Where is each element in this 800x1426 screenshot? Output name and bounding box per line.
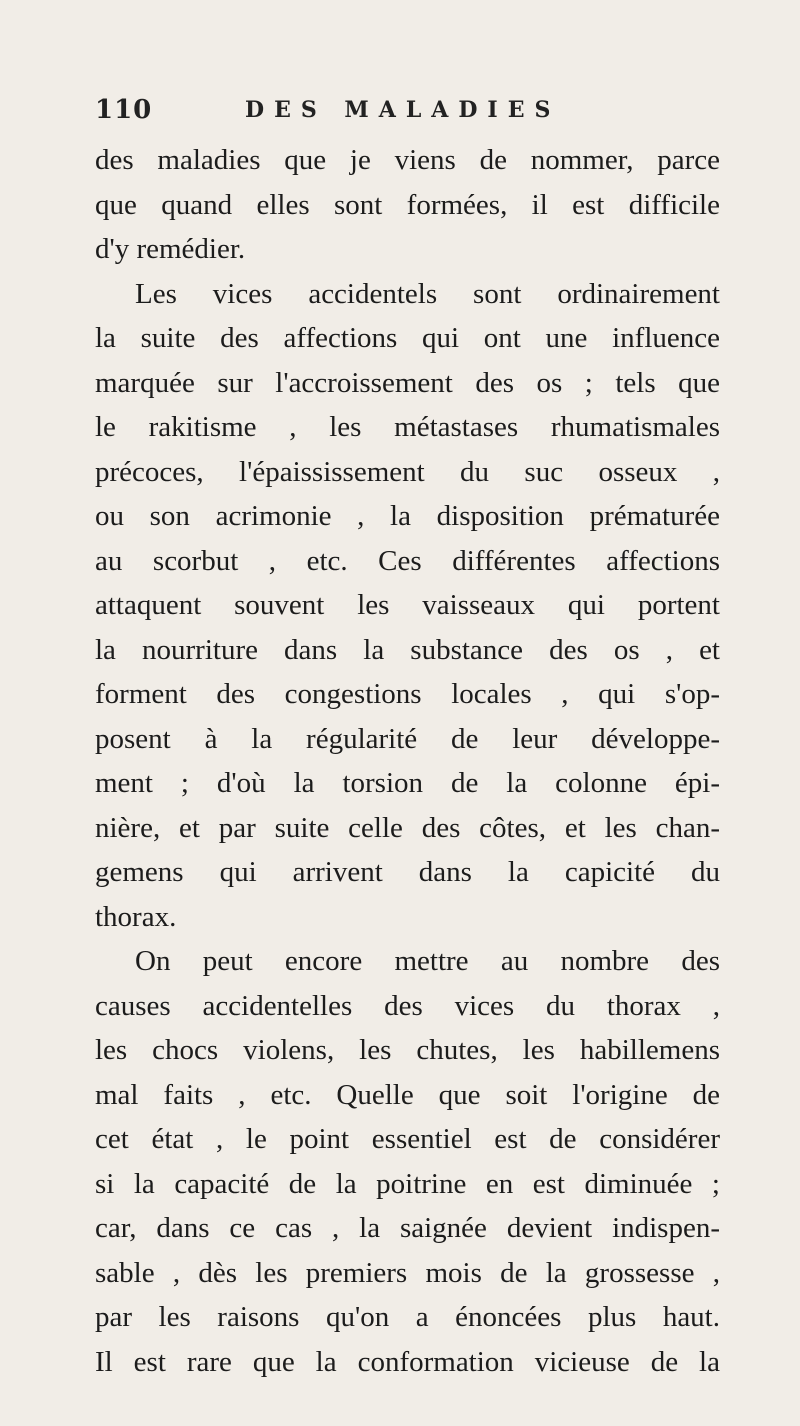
text-line: marquée sur l'accroissement des os ; tels que	[95, 366, 720, 399]
text-line: la nourriture dans la substance des os , et	[95, 633, 720, 666]
text-line: précoces, l'épaississement du suc osseux ,	[95, 455, 720, 488]
text-line: la suite des affections qui ont une influence	[95, 322, 720, 354]
text-line: thorax.	[95, 900, 177, 933]
running-head	[95, 95, 715, 131]
body-text	[95, 138, 720, 1384]
text-line: attaquent souvent les vaisseaux qui portent	[95, 589, 720, 621]
text-line: par les raisons qu'on a énoncées plus haut.	[95, 1301, 720, 1333]
text-line: sable , dès les premiers mois de la grossesse ,	[95, 1256, 720, 1289]
text-line: Les vices accidentels sont ordinairement	[135, 277, 720, 310]
running-title: DES MALADIES	[245, 97, 561, 123]
text-line: forment des congestions locales , qui s'op-	[95, 678, 720, 710]
text-line: mal faits , etc. Quelle que soit l'origine de	[95, 1078, 720, 1111]
page-number: 110	[95, 95, 153, 125]
text-line: cet état , le point essentiel est de considérer	[95, 1123, 720, 1155]
text-line: On peut encore mettre au nombre des	[135, 945, 720, 977]
text-line: Il est rare que la conformation vicieuse de la	[95, 1345, 720, 1378]
text-line: ou son acrimonie , la disposition prématurée	[95, 500, 720, 532]
text-line: gemens qui arrivent dans la capicité du	[95, 856, 720, 888]
text-line: posent à la régularité de leur développe-	[95, 722, 720, 755]
text-line: le rakitisme , les métastases rhumatismales	[95, 411, 720, 443]
text-line: si la capacité de la poitrine en est diminuée ;	[95, 1167, 720, 1200]
text-line: les chocs violens, les chutes, les habillemens	[95, 1034, 720, 1066]
text-line: que quand elles sont formées, il est difficile	[95, 188, 720, 221]
text-line: car, dans ce cas , la saignée devient indispen-	[95, 1212, 720, 1244]
text-line: nière, et par suite celle des côtes, et les chan-	[95, 811, 720, 844]
text-line: des maladies que je viens de nommer, parce	[95, 144, 720, 176]
text-line: causes accidentelles des vices du thorax ,	[95, 989, 720, 1022]
text-line: d'y remédier.	[95, 233, 246, 265]
text-line: ment ; d'où la torsion de la colonne épi-	[95, 767, 720, 799]
text-line: au scorbut , etc. Ces différentes affections	[95, 544, 720, 577]
